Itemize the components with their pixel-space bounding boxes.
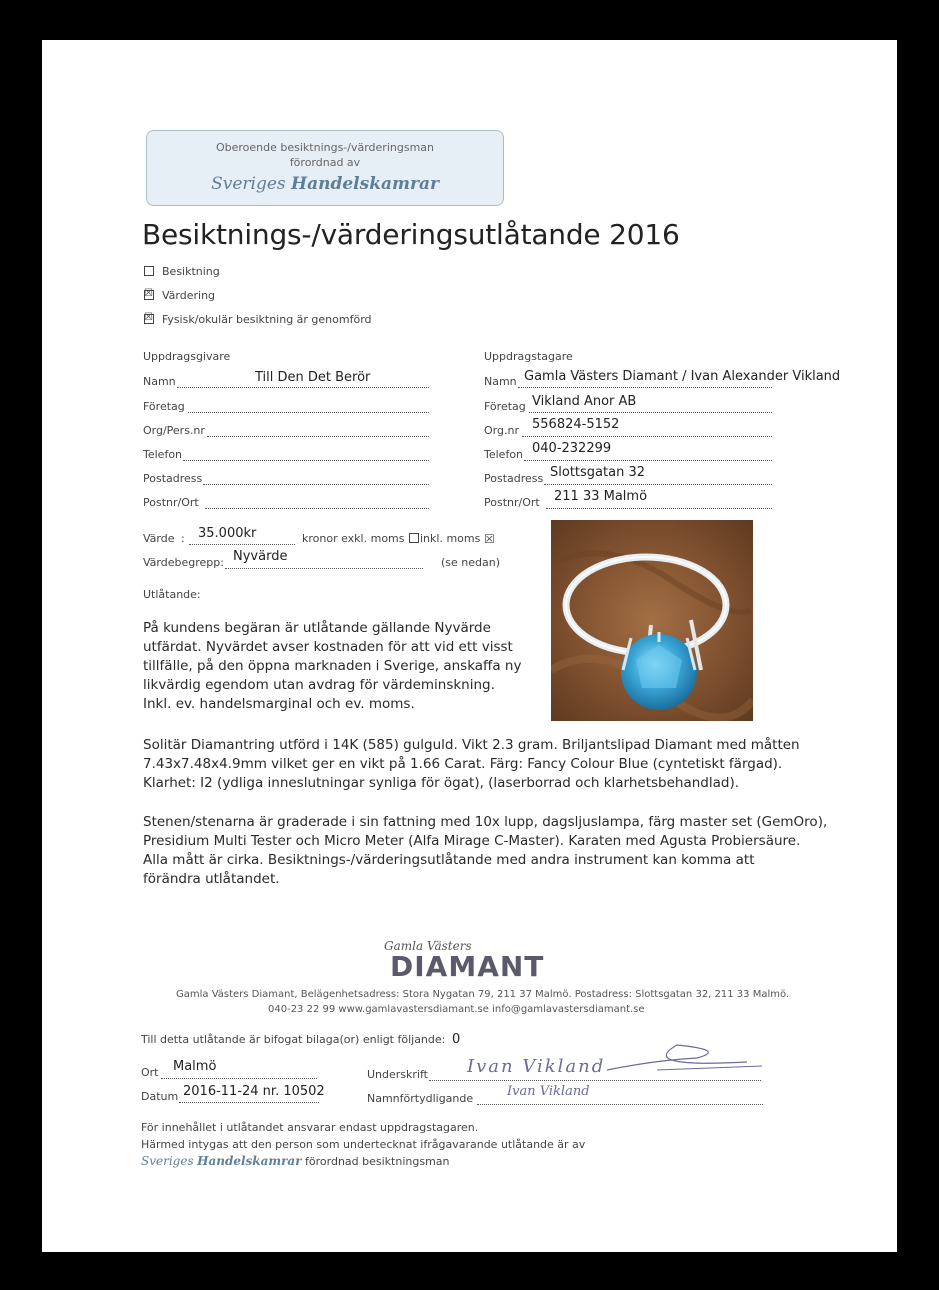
signature-flourish	[597, 1040, 767, 1080]
footer-org-bold: Handelskamrar	[197, 1154, 302, 1168]
checkbox-checked-icon: ☒	[144, 288, 153, 299]
certificate-page	[42, 40, 897, 1252]
check-label: Fysisk/okulär besiktning är genomförd	[162, 313, 372, 326]
footer-tail: förordnad besiktningsman	[305, 1155, 450, 1168]
field-label: Org/Pers.nr	[143, 424, 205, 437]
footer-line-3	[141, 1154, 450, 1168]
field-label: Namnförtydligande	[367, 1092, 474, 1105]
grading-text	[143, 813, 827, 889]
badge-line-2: förordnad av	[289, 156, 361, 169]
signature-value: Ivan Vikland	[467, 1056, 606, 1077]
statement-line: På kundens begäran är utlåtande gällande Nyvärde	[143, 620, 491, 636]
description-line: Klarhet: I2 (ydliga inneslutningar synliga för ögat), (laserborrad och klarhetsbehandlad).	[143, 775, 740, 791]
attachments-label: Till detta utlåtande är bifogat bilaga(or) enligt följande:	[141, 1033, 446, 1046]
field-label: Underskrift	[367, 1068, 428, 1081]
contractor-heading: Uppdragstagare	[484, 350, 573, 363]
company-contact-line: 040-23 22 99 www.gamlavastersdiamant.se info@gamlavastersdiamant.se	[268, 1004, 645, 1015]
field-label: Postnr/Ort	[143, 496, 199, 509]
contractor-phone-value: 040-232299	[532, 441, 612, 456]
checkbox-icon	[409, 533, 419, 543]
contractor-name-value: Gamla Västers Diamant / Ivan Alexander Vikland	[524, 369, 841, 384]
description-text	[143, 736, 800, 793]
field-label: Företag	[484, 400, 526, 413]
grading-line: förändra utlåtandet.	[143, 871, 280, 887]
field-label: Företag	[143, 400, 185, 413]
field-label: Telefon	[484, 448, 524, 461]
check-besiktning	[144, 265, 220, 278]
contractor-address-value: Slottsgatan 32	[550, 465, 645, 480]
check-label: Besiktning	[162, 265, 220, 278]
company-address-line: Gamla Västers Diamant, Belägenhetsadress: Stora Nygatan 79, 211 37 Malmö. Postadress: Slottsgatan 32, 211 33 Malmö.	[176, 989, 790, 1000]
field-label: Telefon	[143, 448, 183, 461]
logo-script: Gamla Västers	[384, 939, 472, 953]
attachments-value: 0	[452, 1032, 461, 1047]
statement-line: Inkl. ev. handelsmarginal och ev. moms.	[143, 696, 415, 712]
ring-photo	[551, 520, 753, 721]
field-label: Namn	[484, 375, 517, 388]
field-label: Datum	[141, 1090, 179, 1103]
statement-label: Utlåtande:	[143, 588, 201, 601]
page-title: Besiktnings-/värderingsutlåtande 2016	[142, 218, 680, 251]
chamber-badge	[146, 130, 504, 206]
statement-line: tillfälle, på den öppna marknaden i Sverige, anskaffa ny	[143, 658, 522, 674]
incl-vat-label: inkl. moms	[420, 532, 481, 545]
contractor-orgnr-value: 556824-5152	[532, 417, 620, 432]
value-concept: Nyvärde	[233, 549, 288, 564]
field-label: Postnr/Ort	[484, 496, 540, 509]
check-vardering	[144, 289, 215, 302]
datum-value: 2016-11-24 nr. 10502	[183, 1084, 325, 1099]
description-line: Solitär Diamantring utförd i 14K (585) gulguld. Vikt 2.3 gram. Briljantslipad Diamant med måtten	[143, 737, 800, 753]
field-label: Org.nr	[484, 424, 519, 437]
footer-line-1: För innehållet i utlåtandet ansvarar endast uppdragstagaren.	[141, 1121, 479, 1134]
field-label: Postadress	[484, 472, 544, 485]
field-label: Värdebegrepp:	[143, 556, 224, 569]
name-clarification-value: Ivan Vikland	[507, 1084, 590, 1099]
check-label: Värdering	[162, 289, 216, 302]
see-below-note: (se nedan)	[441, 556, 501, 569]
statement-text	[143, 619, 521, 714]
badge-org-bold: Handelskamrar	[291, 174, 439, 194]
ort-value: Malmö	[173, 1059, 217, 1074]
checkbox-checked-icon: ☒	[144, 312, 153, 323]
statement-line: utfärdat. Nyvärdet avser kostnaden för att vid ett visst	[143, 639, 513, 655]
field-label: Ort	[141, 1066, 159, 1079]
statement-line: likvärdig egendom utan avdrag för värdeminskning.	[143, 677, 495, 693]
badge-org	[147, 174, 503, 194]
grading-line: Presidium Multi Tester och Micro Meter (Alfa Mirage C-Master). Karaten med Agusta Probiersäure.	[143, 833, 801, 849]
grading-line: Stenen/stenarna är graderade i sin fattning med 10x lupp, dagsljuslampa, färg master set (GemOro),	[143, 814, 828, 830]
incl-vat-checked-icon: ☒	[484, 532, 495, 546]
contractor-postal-value: 211 33 Malmö	[554, 489, 648, 504]
contractor-company-value: Vikland Anor AB	[532, 394, 637, 409]
value-amount: 35.000kr	[198, 526, 257, 541]
client-name-value: Till Den Det Berör	[255, 370, 371, 385]
field-label: Värde	[143, 532, 175, 545]
description-line: 7.43x7.48x4.9mm vilket ger en vikt på 1.66 Carat. Färg: Fancy Colour Blue (cyntetiskt färgad).	[143, 756, 783, 772]
field-label: Postadress	[143, 472, 203, 485]
diamond-ring-image	[551, 520, 753, 721]
client-heading: Uppdragsgivare	[143, 350, 231, 363]
badge-org-prefix: Sveriges	[211, 174, 286, 194]
badge-line-1: Oberoende besiktnings-/värderingsman	[215, 141, 435, 154]
excl-vat-label: kronor exkl. moms	[302, 532, 405, 545]
field-label: Namn	[143, 375, 176, 388]
footer-line-2: Härmed intygas att den person som undertecknat ifrågavarande utlåtande är av	[141, 1138, 586, 1151]
grading-line: Alla mått är cirka. Besiktnings-/värderingsutlåtande med andra instrument kan komma att	[143, 852, 755, 868]
logo-main: DIAMANT	[390, 950, 545, 983]
check-fysisk	[144, 313, 372, 326]
checkbox-icon	[144, 266, 154, 276]
footer-org-prefix: Sveriges	[141, 1154, 194, 1168]
field-colon: :	[181, 532, 185, 545]
